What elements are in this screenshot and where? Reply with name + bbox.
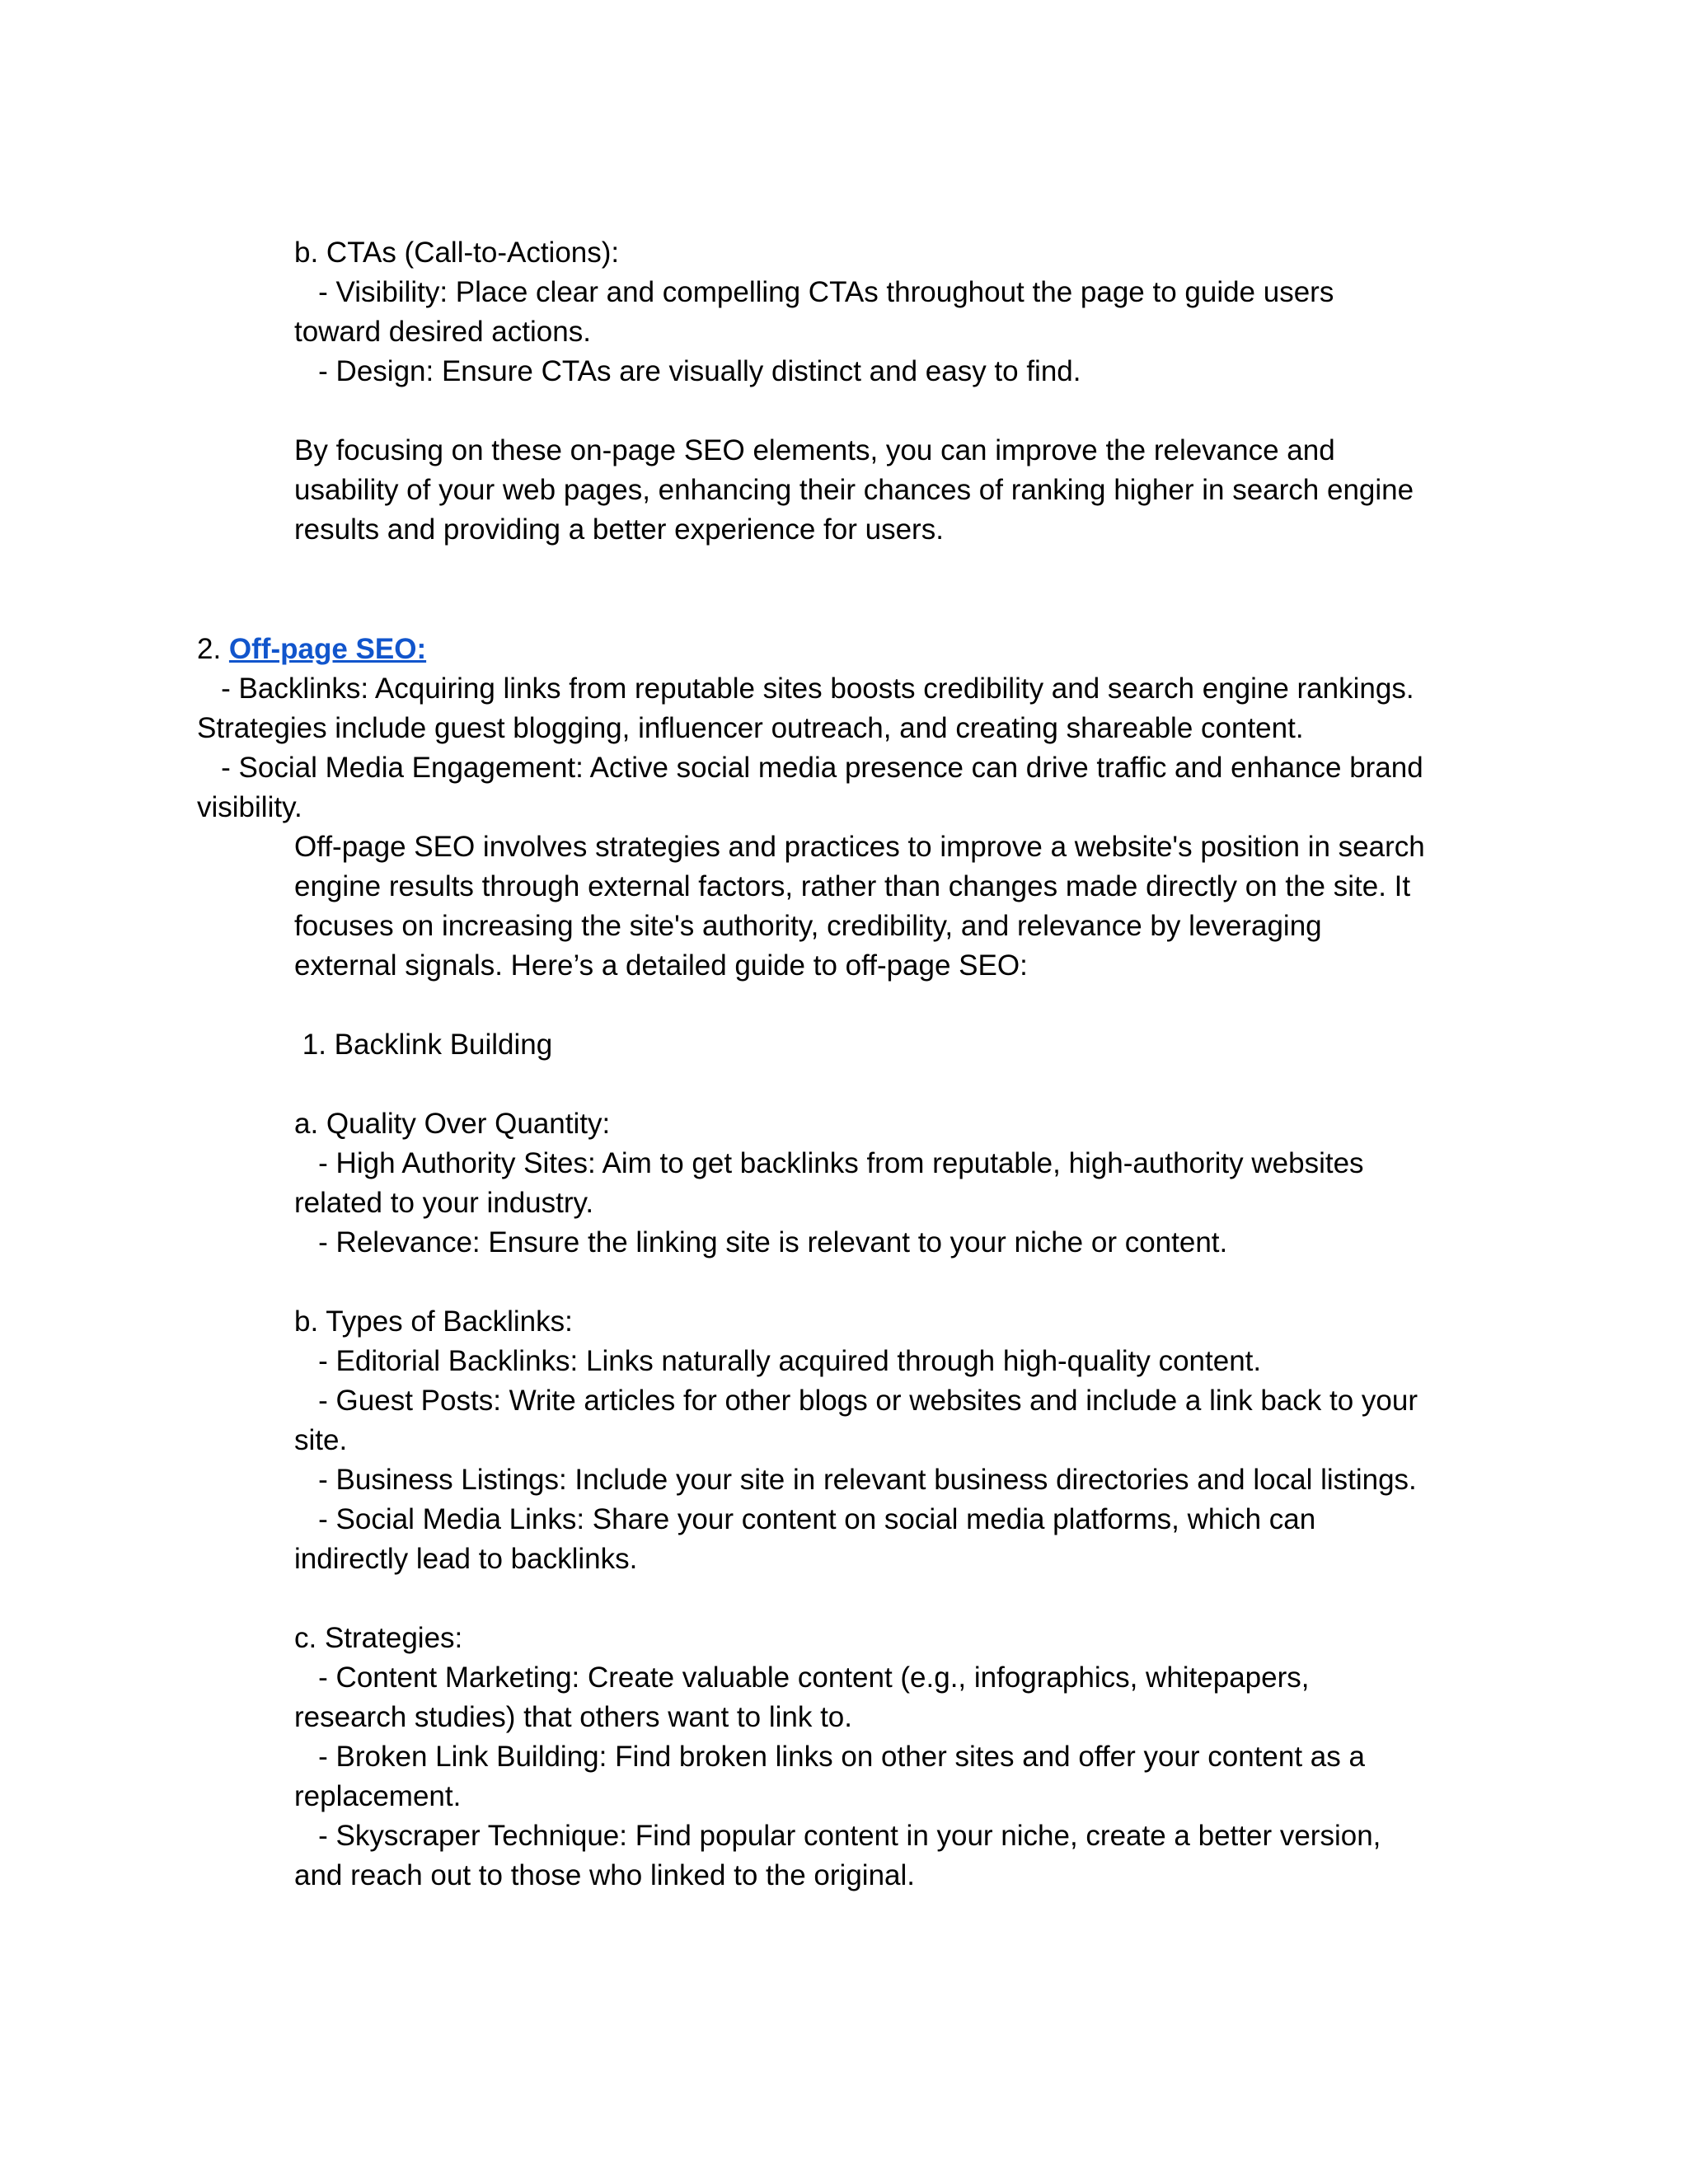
quality-high-authority-line-1: - High Authority Sites: Aim to get backlinks from reputable, high-authority websites: [294, 1147, 1364, 1179]
offpage-backlinks-line-1: - Backlinks: Acquiring links from reputable sites boosts credibility and search engine rankings.: [197, 673, 1414, 705]
types-business: - Business Listings: Include your site in relevant business directories and local listings.: [294, 1464, 1417, 1496]
offpage-heading: [197, 630, 426, 669]
strategies-content-line-2: research studies) that others want to link to.: [294, 1701, 852, 1733]
types-guest-line-1: - Guest Posts: Write articles for other blogs or websites and include a link back to your: [294, 1385, 1418, 1417]
section-backlink-building: 1. Backlink Building: [294, 1029, 553, 1061]
offpage-intro-line-3: focuses on increasing the site's authority, credibility, and relevance by leveraging: [294, 910, 1322, 942]
strategies-content-line-1: - Content Marketing: Create valuable content (e.g., infographics, whitepapers,: [294, 1661, 1310, 1694]
types-guest-line-2: site.: [294, 1424, 348, 1456]
types-heading: b. Types of Backlinks:: [294, 1305, 573, 1338]
onpage-summary-line-2: usability of your web pages, enhancing their chances of ranking higher in search engine: [294, 474, 1414, 506]
offpage-backlinks-line-2: Strategies include guest blogging, influencer outreach, and creating shareable content.: [197, 712, 1304, 744]
offpage-seo-link[interactable]: Off-page SEO:: [228, 633, 427, 665]
cta-heading: b. CTAs (Call-to-Actions):: [294, 237, 620, 269]
cta-visibility-line-2: toward desired actions.: [294, 316, 591, 348]
quality-relevance: - Relevance: Ensure the linking site is relevant to your niche or content.: [294, 1226, 1228, 1258]
quality-heading: a. Quality Over Quantity:: [294, 1108, 611, 1140]
onpage-summary-line-1: By focusing on these on-page SEO elements, you can improve the relevance and: [294, 434, 1335, 466]
types-editorial: - Editorial Backlinks: Links naturally acquired through high-quality content.: [294, 1345, 1262, 1377]
quality-high-authority-line-2: related to your industry.: [294, 1187, 594, 1219]
types-social-line-2: indirectly lead to backlinks.: [294, 1543, 638, 1575]
onpage-summary-line-3: results and providing a better experience for users.: [294, 513, 944, 546]
offpage-intro-line-1: Off-page SEO involves strategies and practices to improve a website's position in search: [294, 831, 1425, 863]
cta-design: - Design: Ensure CTAs are visually distinct and easy to find.: [294, 355, 1081, 387]
offpage-intro-line-2: engine results through external factors, rather than changes made directly on the site. It: [294, 870, 1411, 902]
offpage-intro-line-4: external signals. Here’s a detailed guide to off-page SEO:: [294, 949, 1028, 982]
types-social-line-1: - Social Media Links: Share your content on social media platforms, which can: [294, 1503, 1316, 1535]
cta-visibility-line-1: - Visibility: Place clear and compelling CTAs throughout the page to guide users: [294, 276, 1334, 308]
strategies-skyscraper-line-1: - Skyscraper Technique: Find popular content in your niche, create a better version,: [294, 1820, 1381, 1852]
offpage-number: 2.: [197, 633, 229, 665]
strategies-heading: c. Strategies:: [294, 1622, 463, 1654]
strategies-broken-line-2: replacement.: [294, 1780, 462, 1812]
offpage-social-line-1: - Social Media Engagement: Active social media presence can drive traffic and enhance brand: [197, 752, 1423, 784]
offpage-social-line-2: visibility.: [197, 791, 302, 823]
strategies-broken-line-1: - Broken Link Building: Find broken links on other sites and offer your content as a: [294, 1741, 1365, 1773]
strategies-skyscraper-line-2: and reach out to those who linked to the original.: [294, 1859, 915, 1891]
